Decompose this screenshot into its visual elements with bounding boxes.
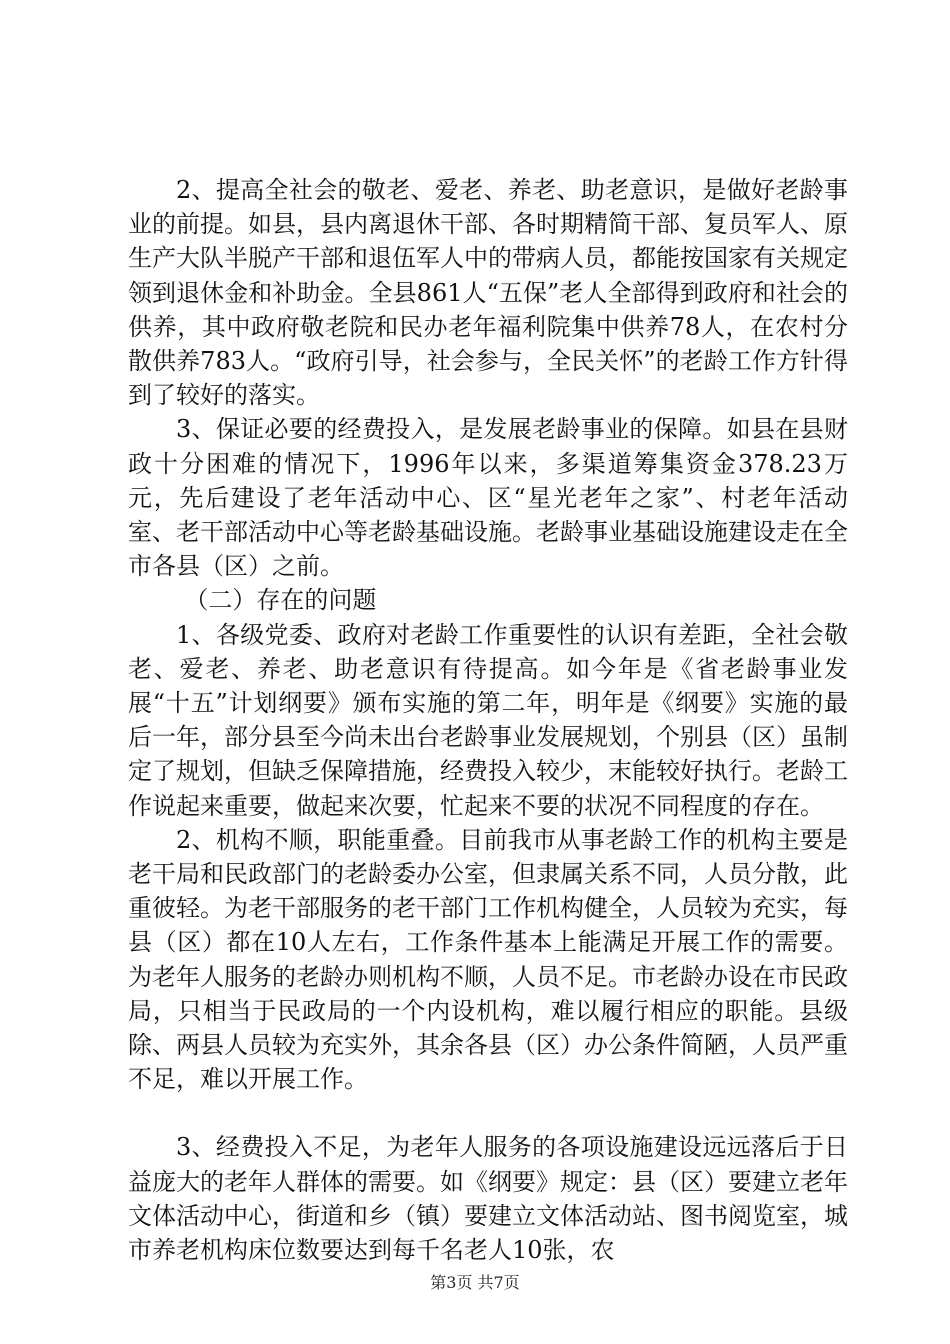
paragraph-funding-guarantee: 3、保证必要的经费投入，是发展老龄事业的保障。如县在县财政十分困难的情况下，1996年以来，多渠道筹集资金378.23万元，先后建设了老年活动中心、区“星光老年之家”、村老年活动室、老干部活动中心等老龄基础设施。老龄事业基础设施建设走在全市各县（区）之前。 (128, 415, 848, 581)
section-heading-problems: （二）存在的问题 (184, 586, 377, 615)
paragraph-problem-awareness: 1、各级党委、政府对老龄工作重要性的认识有差距，全社会敬老、爱老、养老、助老意识有待提高。如今年是《省老龄事业发展“十五”计划纲要》颁布实施的第二年，明年是《纲要》实施的最后一年，部分县至今尚未出台老龄事业发展规划，个别县（区）虽制定了规划，但缺乏保障措施，经费投入较少，末能较好执行。老龄工作说起来重要，做起来次要，忙起来不要的状况不同程度的存在。 (128, 620, 848, 820)
paragraph-respect-elderly: 2、提高全社会的敬老、爱老、养老、助老意识，是做好老龄事业的前提。如县，县内离退休干部、各时期精简干部、复员军人、原生产大队半脱产干部和退伍军人中的带病人员，都能按国家有关规定领到退休金和补助金。全县861人“五保”老人全部得到政府和社会的供养，其中政府敬老院和民办老年福利院集中供养78人，在农村分散供养783人。“政府引导，社会参与，全民关怀”的老龄工作方针得到了较好的落实。 (128, 176, 848, 410)
page-number-footer: 第3页 共7页 (430, 1273, 520, 1292)
paragraph-problem-institutions: 2、机构不顺，职能重叠。目前我市从事老龄工作的机构主要是老干局和民政部门的老龄委办公室，但隶属关系不同，人员分散，此重彼轻。为老干部服务的老干部门工作机构健全，人员较为充实，每县（区）都在10人左右，工作条件基本上能满足开展工作的需要。为老年人服务的老龄办则机构不顺，人员不足。市老龄办设在市民政局，只相当于民政局的一个内设机构，难以履行相应的职能。县级除、两县人员较为充实外，其余各县（区）办公条件简陋，人员严重不足，难以开展工作。 (128, 825, 848, 1094)
paragraph-problem-funding: 3、经费投入不足，为老年人服务的各项设施建设远远落后于日益庞大的老年人群体的需要。如《纲要》规定：县（区）要建立老年文体活动中心，街道和乡（镇）要建立文体活动站、图书阅览室，城市养老机构床位数要达到每千名老人10张，农 (128, 1133, 848, 1265)
document-body (128, 173, 848, 1267)
